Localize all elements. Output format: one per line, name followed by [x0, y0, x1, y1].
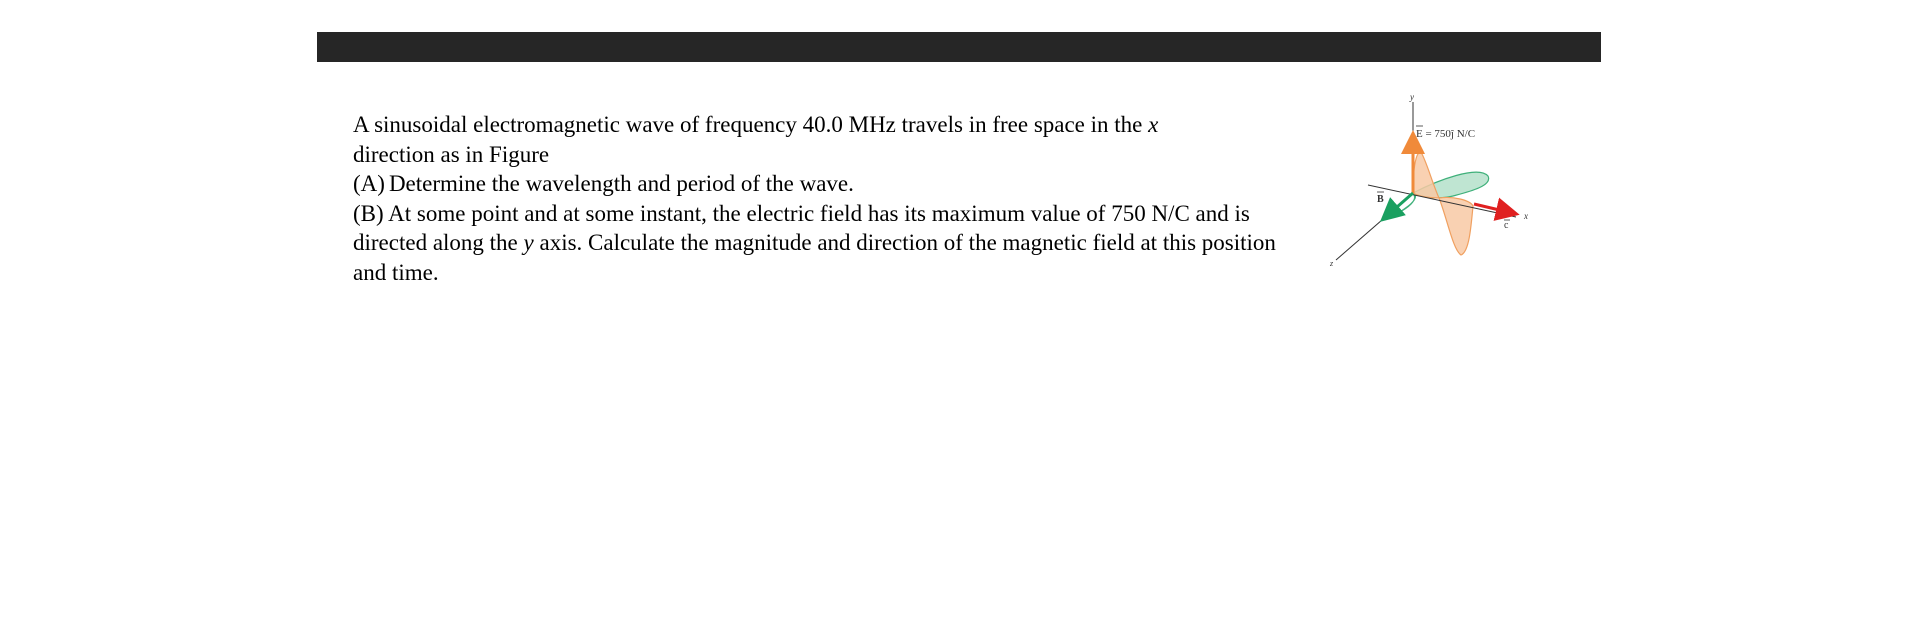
part-a-label: (A) [353, 171, 385, 197]
intro-text-cont: direction as in Figure [353, 141, 550, 167]
axis-y-label: y [1410, 92, 1414, 102]
axis-x-label: x [1524, 211, 1528, 221]
problem-statement [353, 110, 1293, 288]
part-a-text: Determine the wavelength and period of the wave. [388, 171, 854, 197]
var-y: y [523, 230, 534, 256]
axis-z-label: z [1330, 259, 1334, 268]
intro-text: A sinusoidal electromagnetic wave of frequency 40.0 MHz travels in free space in the [353, 112, 1149, 137]
part-a [353, 169, 1293, 199]
c-label: c [1504, 220, 1509, 231]
e-field-wave [1413, 153, 1473, 255]
part-b [353, 199, 1293, 288]
c-vector-arrow [1474, 204, 1508, 212]
em-wave-figure [1328, 90, 1540, 270]
var-x: x [1148, 112, 1159, 137]
problem-intro [353, 110, 1293, 169]
part-b-text-end: axis. Calculate the magnitude and direction of the magnetic field at this position and time. [353, 230, 1276, 285]
top-bar [317, 32, 1601, 62]
part-b-text: (B) At some point and at some instant, the electric field has its maximum value of 750 N/C and is directed along the [353, 200, 1250, 256]
e-field-label: E = 750ĵ N/C [1416, 128, 1476, 140]
b-label: B [1377, 194, 1384, 205]
